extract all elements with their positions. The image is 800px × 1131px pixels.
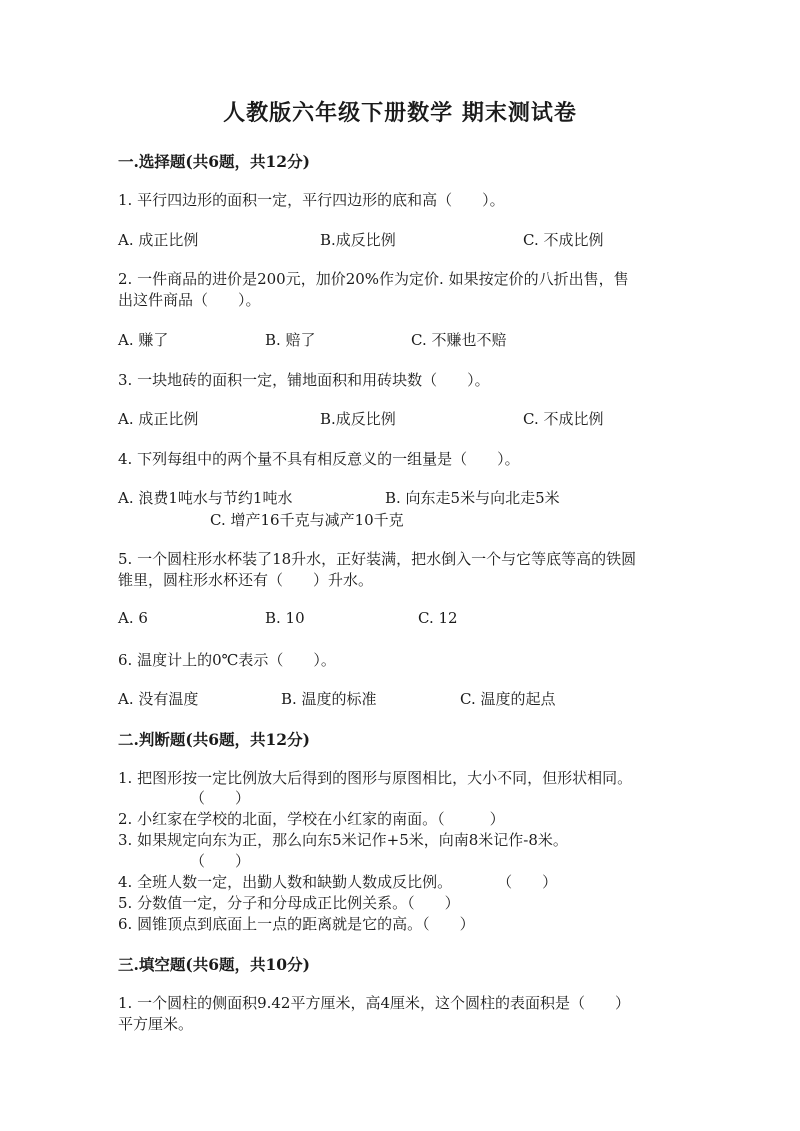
judgement-item: 3. 如果规定向东为正，那么向东5米记作+5米，向南8米记作-8米。 — [118, 831, 568, 849]
question-text: 3. 一块地砖的面积一定，铺地面积和用砖块数（ ）。 — [118, 371, 490, 389]
section-heading-judgement: 二.判断题(共6题，共12分) — [118, 730, 310, 749]
option-c: C. 不成比例 — [523, 410, 604, 428]
option-c: C. 不赚也不赔 — [411, 331, 507, 349]
question-text-cont: 出这件商品（ ）。 — [118, 291, 261, 309]
option-c: C. 不成比例 — [523, 231, 604, 249]
fill-item-cont: 平方厘米。 — [118, 1015, 194, 1033]
option-a: A. 6 — [118, 609, 148, 627]
judgement-item: 6. 圆锥顶点到底面上一点的距离就是它的高。（ ） — [118, 915, 475, 933]
option-b: B.成反比例 — [320, 410, 396, 428]
question-text: 1. 平行四边形的面积一定，平行四边形的底和高（ ）。 — [118, 191, 505, 209]
page-title: 人教版六年级下册数学 期末测试卷 — [223, 100, 577, 126]
option-b: B.成反比例 — [320, 231, 396, 249]
option-c: C. 12 — [418, 609, 458, 627]
option-b: B. 10 — [265, 609, 305, 627]
judgement-item: 1. 把图形按一定比例放大后得到的图形与原图相比，大小不同，但形状相同。 — [118, 769, 633, 787]
section-heading-fill: 三.填空题(共6题，共10分) — [118, 955, 310, 974]
judgement-item: 5. 分数值一定，分子和分母成正比例关系。（ ） — [118, 894, 460, 912]
option-a: A. 没有温度 — [118, 690, 199, 708]
option-b: B. 赔了 — [265, 331, 316, 349]
question-text: 2. 一件商品的进价是200元，加价20%作为定价. 如果按定价的八折出售，售 — [118, 270, 629, 288]
option-b: B. 温度的标准 — [281, 690, 377, 708]
option-a: A. 浪费1吨水与节约1吨水 — [118, 489, 293, 507]
section-heading-choice: 一.选择题(共6题，共12分) — [118, 152, 310, 171]
option-b: B. 向东走5米与向北走5米 — [385, 489, 560, 507]
option-a: A. 赚了 — [118, 331, 169, 349]
question-text: 5. 一个圆柱形水杯装了18升水，正好装满，把水倒入一个与它等底等高的铁圆 — [118, 550, 637, 568]
option-a: A. 成正比例 — [118, 231, 199, 249]
judgement-item: 2. 小红家在学校的北面，学校在小红家的南面。（ ） — [118, 810, 505, 828]
question-text-cont: 锥里，圆柱形水杯还有（ ）升水。 — [118, 571, 374, 589]
answer-blank: （ ） — [190, 789, 251, 807]
option-c: C. 温度的起点 — [460, 690, 556, 708]
answer-blank: （ ） — [190, 852, 251, 870]
option-c: C. 增产16千克与减产10千克 — [210, 511, 404, 529]
question-text: 6. 温度计上的0℃表示（ ）。 — [118, 651, 336, 669]
judgement-item: 4. 全班人数一定，出勤人数和缺勤人数成反比例。 （ ） — [118, 873, 558, 891]
option-a: A. 成正比例 — [118, 410, 199, 428]
fill-item: 1. 一个圆柱的侧面积9.42平方厘米，高4厘米，这个圆柱的表面积是（ ） — [118, 994, 631, 1012]
question-text: 4. 下列每组中的两个量不具有相反意义的一组量是（ ）。 — [118, 450, 520, 468]
